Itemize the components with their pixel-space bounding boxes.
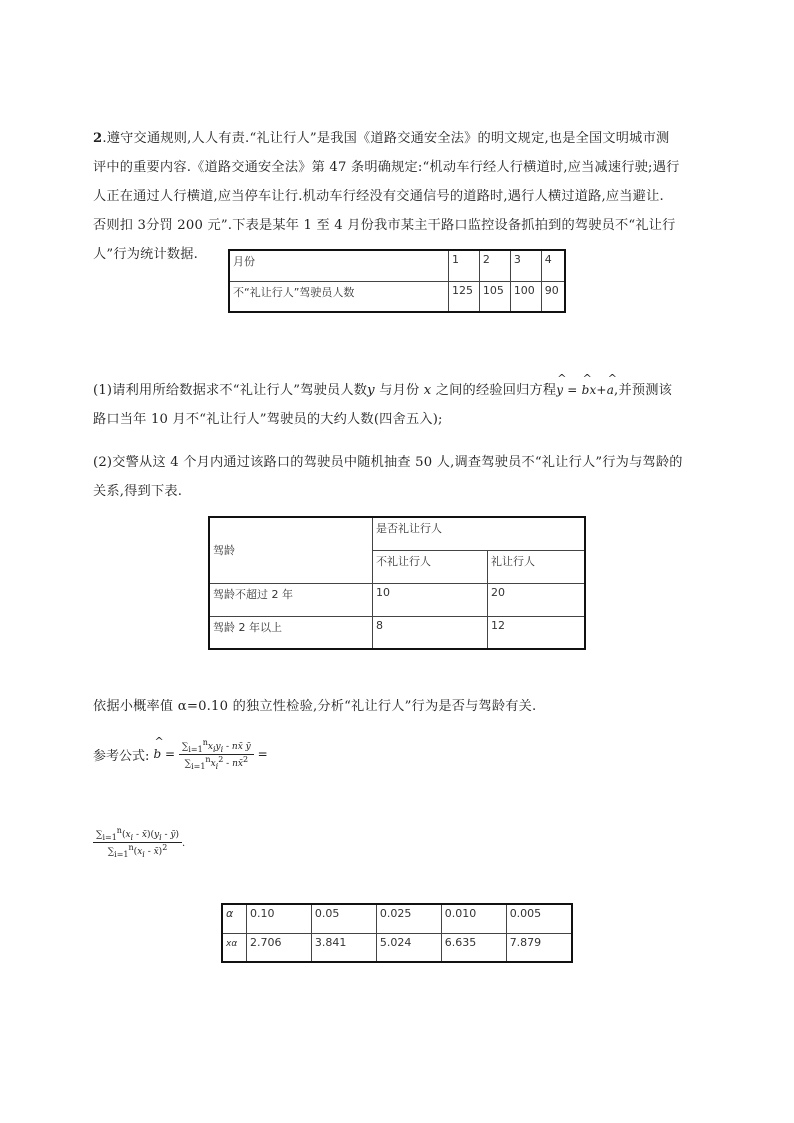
reference-formula [93, 738, 268, 771]
table3-header-x-alpha: xα [222, 933, 247, 962]
question-text [93, 124, 703, 269]
table1-count-cell: 125 [449, 281, 480, 312]
question-number: 2 [93, 131, 103, 146]
table1-month-cell: 3 [510, 250, 541, 281]
table1-count-cell: 100 [510, 281, 541, 312]
regression-equation: ^ y = ^ bx+^ a [556, 383, 614, 397]
table1-month-cell: 1 [449, 250, 480, 281]
critical-value-table [221, 903, 573, 963]
table3-alpha-cell: 0.025 [376, 904, 441, 933]
b-hat: ^ b [582, 376, 590, 405]
table3-alpha-cell: 0.005 [506, 904, 572, 933]
table1-count-cell: 105 [479, 281, 510, 312]
table1-header-month: 月份 [229, 250, 449, 281]
part2-text [93, 448, 713, 506]
var-x: x [423, 383, 432, 398]
question-line-3: 人正在通过人行横道,应当停车让行.机动车行经没有交通信号的道路时,遇行人横过道路,应当避让. [93, 189, 664, 204]
question-line-5: 人”行为统计数据. [93, 247, 199, 262]
b-hat-formula: ^ b = $\frac{\sum_{i=1}^nx_iy_i - nx̄ ȳ}{\sum_{i=1}^nx_i^2 - nx̄^2}$ = [154, 747, 268, 761]
table2-subheader: 不礼让行人 [373, 550, 488, 583]
b-hat-alt-formula: $\frac{\sum_{i=1}^n(x_i - x̄)(y_i - ȳ)}{\sum_{i=1}^n(x_i - x̄)^2}$ . [93, 826, 185, 859]
table2-cell: 8 [373, 616, 488, 649]
table3-header-alpha: α [222, 904, 247, 933]
table3-x-cell: 5.024 [376, 933, 441, 962]
part2-line-2: 关系,得到下表. [93, 484, 183, 499]
table1-month-cell: 4 [541, 250, 565, 281]
table2-header-driving-age: 驾龄 [209, 517, 373, 583]
table2-header-group: 是否礼让行人 [373, 517, 586, 550]
part1-line-2: 路口当年 10 月不“礼让行人”驾驶员的大约人数(四舍五入); [93, 412, 443, 427]
table3-x-cell: 2.706 [247, 933, 312, 962]
table3-alpha-cell: 0.05 [311, 904, 376, 933]
table1-month-cell: 2 [479, 250, 510, 281]
var-y: y [367, 383, 375, 398]
b-hat-alt-fraction [93, 826, 182, 859]
b-hat-denominator: $\sum_{i=1}^nx_i^2$ - nx̄$^2$ [184, 754, 249, 771]
b-hat-alt-numerator: $\sum_{i=1}^n(x_i$ - $x̄)(y_i$ - ȳ) [93, 826, 182, 843]
table2-subheader: 礼让行人 [488, 550, 586, 583]
question-line-4: 否则扣 3分罚 200 元”.下表是某年 1 至 4 月份我市某主干路口监控设备抓拍到的驾驶员不“礼让行 [93, 218, 676, 233]
part2-line-1: (2)交警从这 4 个月内通过该路口的驾驶员中随机抽查 50 人,调查驾驶员不“礼让行人”行为与驾龄的 [93, 455, 683, 470]
monthly-violations-table [228, 249, 566, 313]
b-hat-alt-denominator: $\sum_{i=1}^n(x_i$ - x̄)$^2$ [107, 842, 168, 859]
table2-cell: 12 [488, 616, 586, 649]
b-hat-symbol: ^ b [154, 747, 162, 761]
reference-label: 参考公式: [93, 748, 150, 764]
table3-x-cell: 6.635 [441, 933, 506, 962]
contingency-table [208, 516, 586, 650]
question-line-1: 2.遵守交通规则,人人有责.“礼让行人”是我国《道路交通安全法》的明文规定,也是全国文明城市测 [93, 131, 670, 146]
table1-count-cell: 90 [541, 281, 565, 312]
table2-cell: 10 [373, 583, 488, 616]
table3-x-cell: 3.841 [311, 933, 376, 962]
question-line-2: 评中的重要内容.《道路交通安全法》第 47 条明确规定:“机动车行经人行横道时,应当减速行驶;遇行 [93, 160, 680, 175]
part1-line-1: (1)请利用所给数据求不“礼让行人”驾驶员人数y 与月份 x 之间的经验回归方程^ y = ^ bx+^ a,并预测该 [93, 376, 713, 405]
b-hat-fraction [179, 738, 254, 771]
table2-row-label: 驾龄 2 年以上 [209, 616, 373, 649]
part3-line: 依据小概率值 α=0.10 的独立性检验,分析“礼让行人”行为是否与驾龄有关. [93, 699, 537, 714]
part3-text [93, 692, 713, 721]
a-hat: ^ a [607, 376, 614, 405]
table2-row-label: 驾龄不超过 2 年 [209, 583, 373, 616]
table1-header-count: 不“礼让行人”驾驶员人数 [229, 281, 449, 312]
table3-x-cell: 7.879 [506, 933, 572, 962]
table2-cell: 20 [488, 583, 586, 616]
b-hat-numerator: $\sum_{i=1}^nx_iy_i$ - nx̄ ȳ [179, 738, 254, 755]
part1-text [93, 376, 713, 434]
y-hat: ^ y [556, 376, 563, 405]
table3-alpha-cell: 0.010 [441, 904, 506, 933]
table3-alpha-cell: 0.10 [247, 904, 312, 933]
